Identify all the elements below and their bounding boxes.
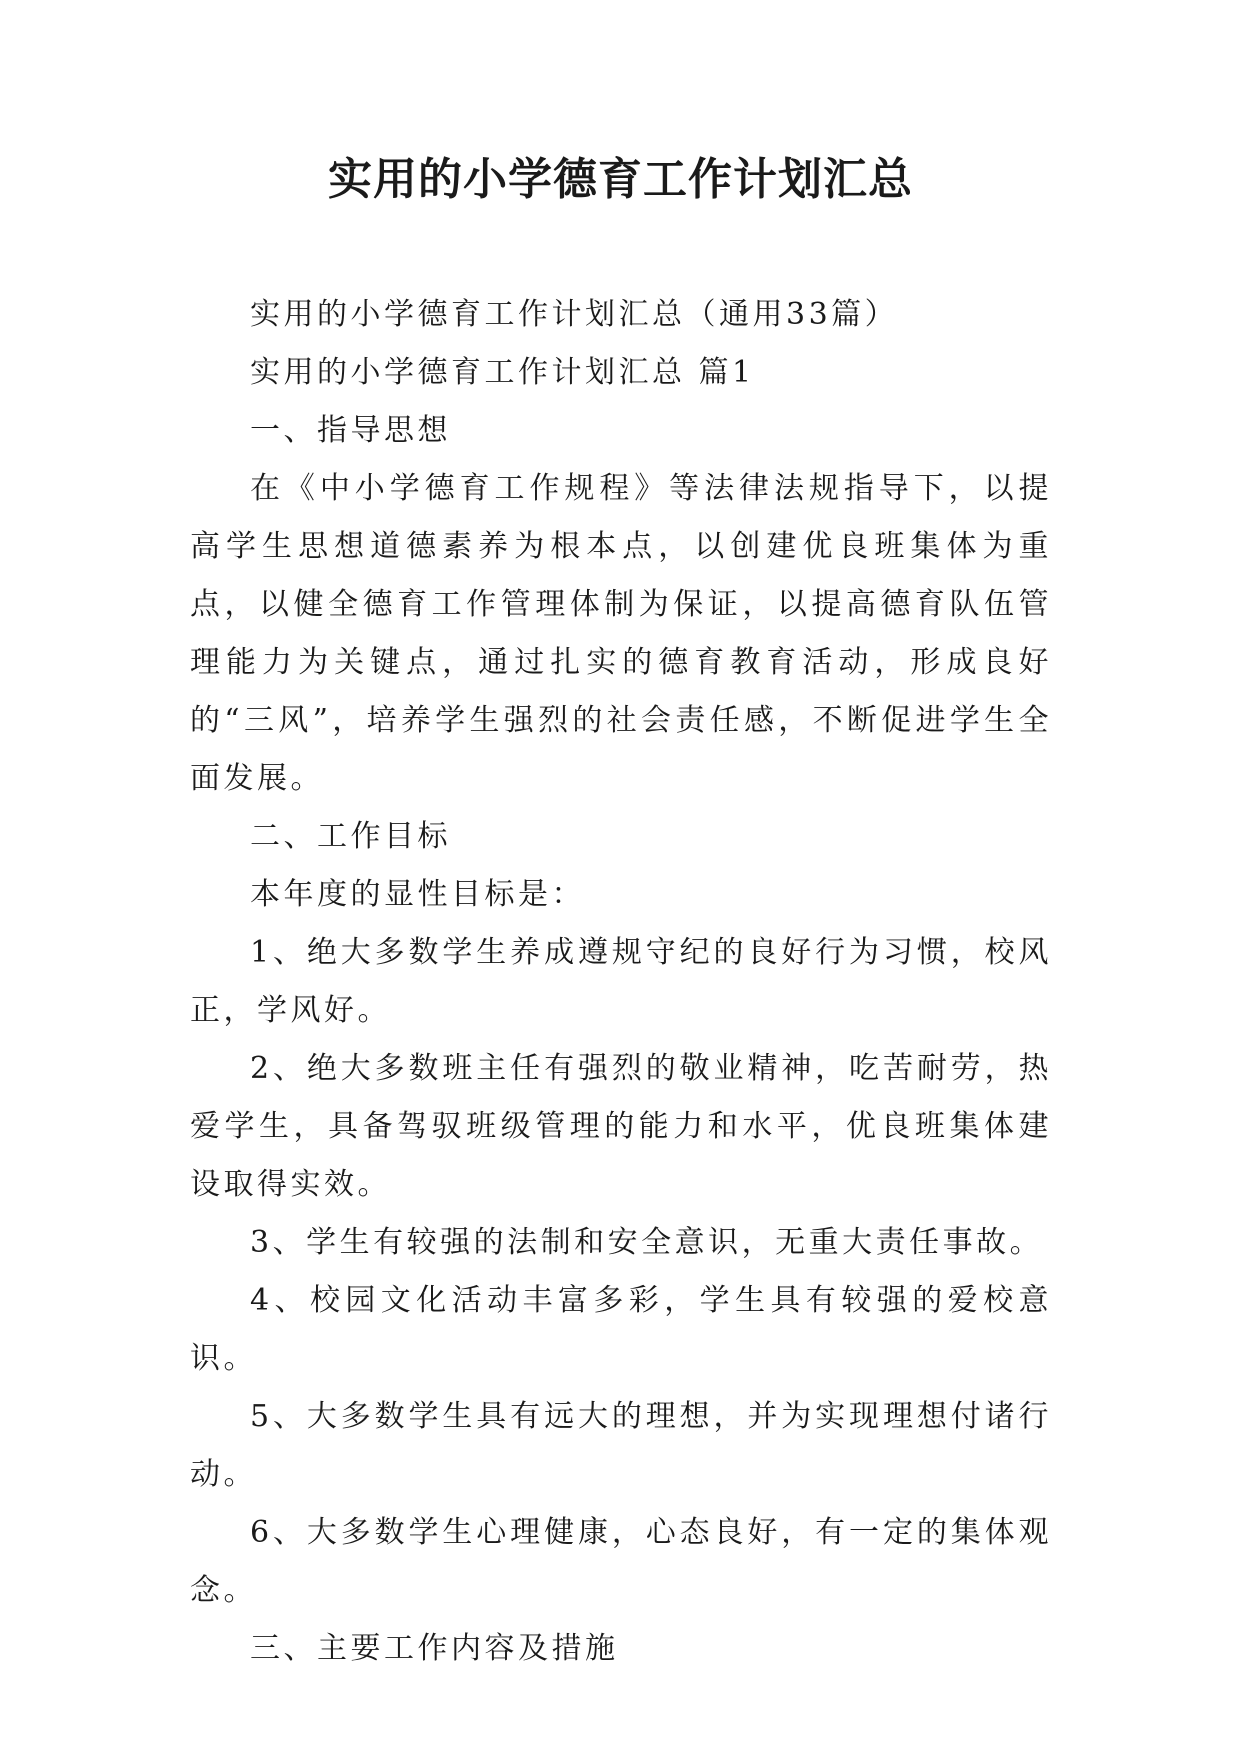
section-heading-work-goals: 二、工作目标 bbox=[250, 819, 451, 854]
goal-item: 5、大多数学生具有远大的理想，并为实现理想付诸行动。 bbox=[190, 1399, 1052, 1492]
goal-item: 3、学生有较强的法制和安全意识，无重大责任事故。 bbox=[250, 1225, 1044, 1260]
document-title: 实用的小学德育工作计划汇总 bbox=[328, 154, 913, 205]
goal-item: 2、绝大多数班主任有强烈的敬业精神，吃苦耐劳，热爱学生，具备驾驭班级管理的能力和水平，优良班集体建设取得实效。 bbox=[190, 1051, 1052, 1202]
goal-item: 4、校园文化活动丰富多彩，学生具有较强的爱校意识。 bbox=[190, 1283, 1052, 1376]
section-heading-main-work: 三、主要工作内容及措施 bbox=[250, 1631, 619, 1666]
goal-item: 6、大多数学生心理健康，心态良好，有一定的集体观念。 bbox=[190, 1515, 1052, 1608]
goal-item: 1、绝大多数学生养成遵规守纪的良好行为习惯，校风正，学风好。 bbox=[190, 935, 1052, 1028]
subtitle-paragraph: 实用的小学德育工作计划汇总（通用33篇） bbox=[250, 297, 899, 332]
body-paragraph: 在《中小学德育工作规程》等法律法规指导下，以提高学生思想道德素养为根本点，以创建优良班集体为重点，以健全德育工作管理体制为保证，以提高德育队伍管理能力为关键点，通过扎实的德育教育活动，形成良好的“三风”，培养学生强烈的社会责任感，不断促进学生全面发展。 bbox=[190, 471, 1052, 796]
chapter-heading: 实用的小学德育工作计划汇总 篇1 bbox=[250, 355, 755, 390]
section-heading-guiding-ideology: 一、指导思想 bbox=[250, 413, 451, 448]
document-body bbox=[190, 286, 1052, 1678]
body-paragraph: 本年度的显性目标是： bbox=[250, 877, 585, 912]
